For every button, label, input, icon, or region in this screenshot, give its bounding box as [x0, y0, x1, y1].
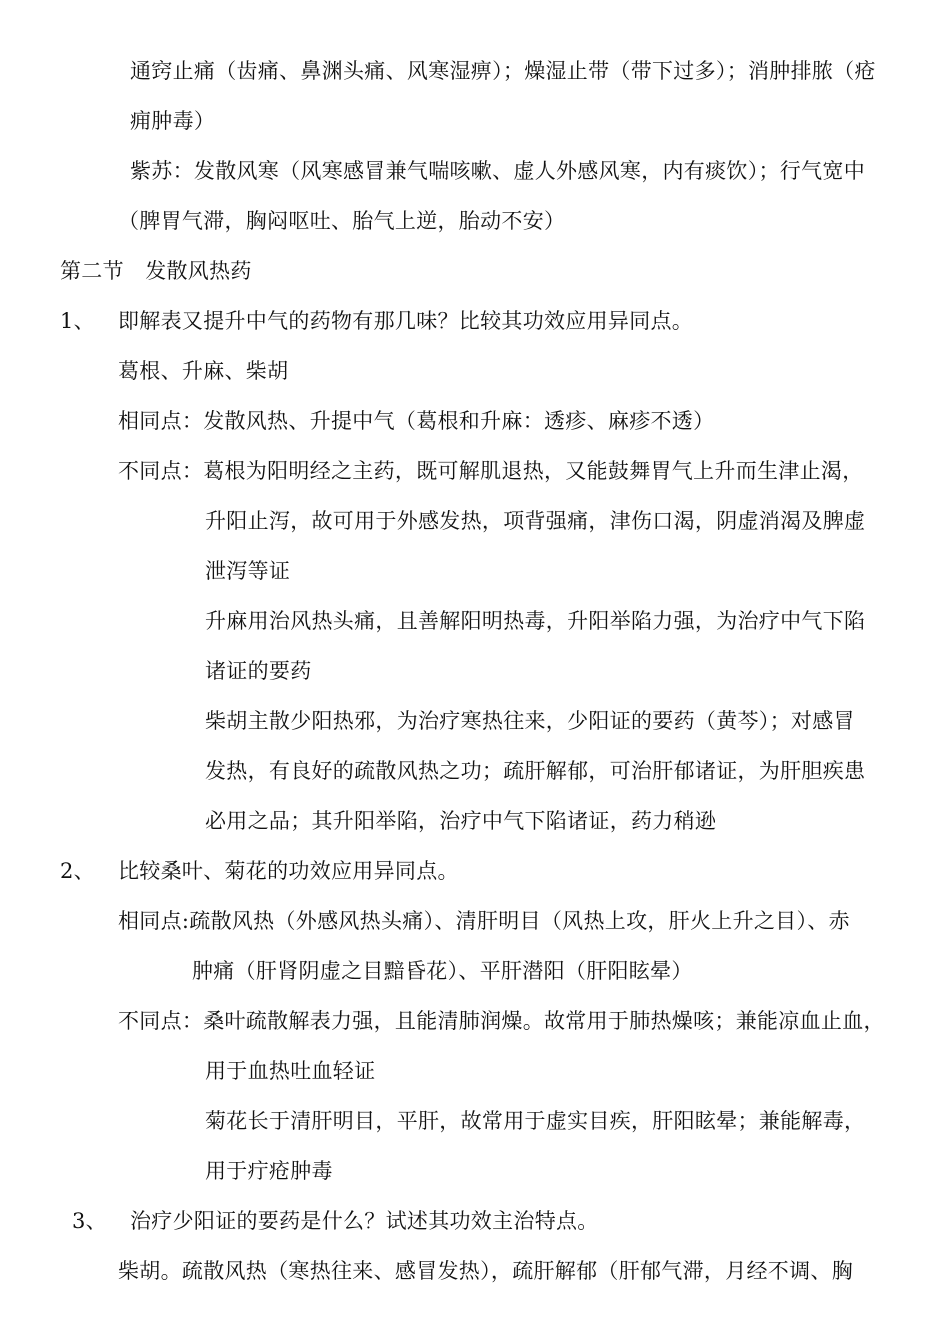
text-line: 不同点：桑叶疏散解表力强，且能清肺润燥。故常用于肺热燥咳；兼能凉血止血，	[118, 1009, 885, 1033]
question-number: 2、	[60, 859, 95, 883]
question-text: 比较桑叶、菊花的功效应用异同点。	[118, 859, 459, 883]
text-line: 相同点：发散风热、升提中气（葛根和升麻：透疹、麻疹不透）	[118, 409, 715, 433]
text-line: 发热，有良好的疏散风热之功；疏肝解郁，可治肝郁诸证，为肝胆疾患	[205, 759, 866, 783]
text-line: 不同点：葛根为阳明经之主药，既可解肌退热，又能鼓舞胃气上升而生津止渴，	[118, 459, 864, 483]
text-line: 升麻用治风热头痛，且善解阳明热毒，升阳举陷力强，为治疗中气下陷	[205, 609, 866, 633]
text-line: 菊花长于清肝明目，平肝，故常用于虚实目疾，肝阳眩晕；兼能解毒，	[205, 1109, 866, 1133]
text-line: 柴胡。疏散风热（寒热往来、感冒发热），疏肝解郁（肝郁气滞，月经不调、胸	[118, 1259, 853, 1283]
text-line: 用于疔疮肿毒	[205, 1159, 333, 1183]
text-line: 用于血热吐血轻证	[205, 1059, 376, 1083]
question-line	[60, 306, 693, 336]
text-line: 必用之品；其升阳举陷，治疗中气下陷诸证，药力稍逊	[205, 809, 717, 833]
text-line: 葛根、升麻、柴胡	[118, 359, 289, 383]
question-text: 即解表又提升中气的药物有那几味？比较其功效应用异同点。	[118, 309, 694, 333]
text-line: 肿痛（肝肾阴虚之目黯昏花）、平肝潜阳（肝阳眩晕）	[192, 959, 693, 983]
text-line: 泄泻等证	[205, 559, 291, 583]
text-line: 紫苏：发散风寒（风寒感冒兼气喘咳嗽、虚人外感风寒，内有痰饮）；行气宽中	[130, 159, 865, 183]
text-line: 升阳止泻，故可用于外感发热，项背强痛，津伤口渴，阴虚消渴及脾虚	[205, 509, 866, 533]
question-number: 1、	[60, 309, 95, 333]
text-line: 痈肿毒）	[130, 109, 216, 133]
text-line: 相同点:疏散风热（外感风热头痛）、清肝明目（风热上攻，肝火上升之目）、赤	[118, 909, 850, 933]
question-line	[60, 856, 459, 886]
question-text: 治疗少阳证的要药是什么？试述其功效主治特点。	[130, 1209, 599, 1233]
section-heading: 第二节 发散风热药	[60, 259, 252, 283]
question-number: 3、	[72, 1209, 107, 1233]
text-line: 通窍止痛（齿痛、鼻渊头痛、风寒湿痹）；燥湿止带（带下过多）；消肿排脓（疮	[130, 59, 876, 83]
question-line	[72, 1206, 599, 1236]
text-line: 诸证的要药	[205, 659, 312, 683]
text-line: （脾胃气滞，胸闷呕吐、胎气上逆，胎动不安）	[118, 209, 566, 233]
text-line: 柴胡主散少阳热邪，为治疗寒热往来，少阳证的要药（黄芩）；对感冒	[205, 709, 855, 733]
